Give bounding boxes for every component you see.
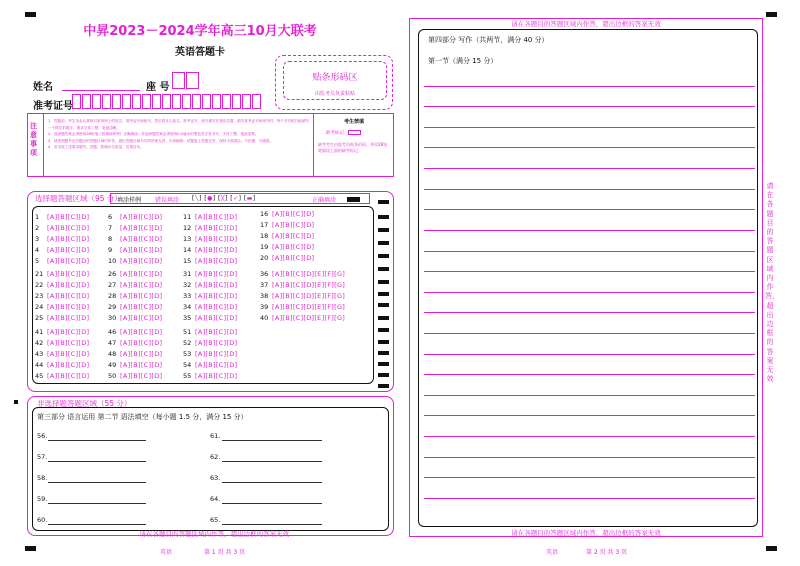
- writing-frame: [418, 29, 758, 527]
- mc-options[interactable]: [A][B][C][D]: [272, 232, 315, 240]
- mc-options[interactable]: [A][B][C][D]: [195, 270, 238, 278]
- mc-options[interactable]: [A][B][C][D][E][F][G]: [272, 303, 346, 311]
- fill-line[interactable]: [48, 482, 146, 483]
- mc-options[interactable]: [A][B][C][D]: [120, 303, 163, 311]
- mc-options[interactable]: [A][B][C][D]: [120, 235, 163, 243]
- mc-options[interactable]: [A][B][C][D]: [195, 235, 238, 243]
- fill-line[interactable]: [48, 461, 146, 462]
- mc-options[interactable]: [A][B][C][D]: [195, 350, 238, 358]
- page-subtitle: 英语答题卡: [175, 47, 225, 58]
- mc-options[interactable]: [A][B][C][D]: [47, 281, 90, 289]
- mc-options[interactable]: [A][B][C][D]: [120, 339, 163, 347]
- mc-options[interactable]: [A][B][C][D]: [120, 246, 163, 254]
- wrong-samples: [╲] [●] [╳] [✓] [▬]: [192, 195, 256, 202]
- mc-options[interactable]: [A][B][C][D]: [47, 224, 90, 232]
- absent-desc: 缺考考生由监考员贴条形码，并用2B铅笔填涂上面的缺考标记。: [318, 142, 388, 153]
- fill-line[interactable]: [222, 461, 322, 462]
- mc-options[interactable]: [A][B][C][D]: [47, 257, 90, 265]
- nonchoice-inner-frame: [32, 407, 389, 531]
- corner-mark-tr: [766, 12, 777, 17]
- fill-line[interactable]: [222, 440, 322, 441]
- mc-options[interactable]: [A][B][C][D]: [47, 372, 90, 380]
- mc-options[interactable]: [A][B][C][D]: [120, 224, 163, 232]
- mc-options[interactable]: [A][B][C][D]: [120, 372, 163, 380]
- exam-id-label: 准考证号: [33, 101, 73, 112]
- fill-num: 58.: [37, 474, 48, 482]
- right-label: 正确填涂: [312, 197, 337, 204]
- note-line-2: 2．选择题答案必须使用2B铅笔（按填涂样例）正确填涂；非选择题答案必须使用0.5毫米的黑色签字笔书写，字体工整、笔迹清楚。: [48, 132, 259, 137]
- mc-options[interactable]: [A][B][C][D]: [195, 339, 238, 347]
- mc-options[interactable]: [A][B][C][D]: [195, 303, 238, 311]
- footer-right-subject: 英语: [546, 549, 559, 556]
- notes-text: [48, 118, 310, 151]
- mc-options[interactable]: [A][B][C][D][E][F][G]: [272, 270, 346, 278]
- seat-boxes[interactable]: [172, 72, 200, 91]
- fill-line[interactable]: [222, 503, 322, 504]
- mc-options[interactable]: [A][B][C][D]: [195, 292, 238, 300]
- mc-options[interactable]: [A][B][C][D]: [272, 243, 315, 251]
- nonchoice-title: 非选择题答题区域（55 分）: [37, 399, 132, 408]
- mc-options[interactable]: [A][B][C][D]: [120, 328, 163, 336]
- fill-num: 56.: [37, 432, 48, 440]
- mc-options[interactable]: [A][B][C][D]: [195, 224, 238, 232]
- mc-options[interactable]: [A][B][C][D]: [47, 314, 90, 322]
- fill-num: 64.: [210, 495, 221, 503]
- corner-mark-tl: [25, 12, 36, 17]
- part3-title: 第三部分 语言运用 第二节 语法填空（每小题 1.5 分，满分 15 分）: [37, 413, 248, 421]
- mc-options[interactable]: [A][B][C][D]: [47, 246, 90, 254]
- fill-num: 59.: [37, 495, 48, 503]
- mc-options[interactable]: [A][B][C][D]: [272, 221, 315, 229]
- left-bottom-notice: 请在各题目的答题区域内作答，超出边框的答案无效: [139, 530, 289, 538]
- absent-title: 考生禁填: [343, 119, 364, 125]
- mc-options[interactable]: [A][B][C][D]: [120, 361, 163, 369]
- mc-options[interactable]: [A][B][C][D]: [47, 328, 90, 336]
- mc-options[interactable]: [A][B][C][D]: [47, 339, 90, 347]
- absent-mark-label: 缺考标记: [326, 131, 344, 136]
- right-sample: [347, 197, 360, 202]
- mc-options[interactable]: [A][B][C][D]: [120, 213, 163, 221]
- footer-right-page: 第 2 页 共 3 页: [586, 549, 628, 556]
- mc-options[interactable]: [A][B][C][D]: [120, 350, 163, 358]
- fill-line[interactable]: [48, 503, 146, 504]
- barcode-note: 由监考员负责粘贴: [314, 91, 355, 97]
- notes-label: 注意事项: [30, 122, 37, 157]
- mc-options[interactable]: [A][B][C][D]: [195, 281, 238, 289]
- section1-title: 第一节（满分 15 分）: [428, 57, 498, 65]
- mc-options[interactable]: [A][B][C][D]: [47, 235, 90, 243]
- mc-options[interactable]: [A][B][C][D]: [272, 254, 315, 262]
- note-line-4: 4．若未按上述要求填写、答题，影响评分质量，后果自负。: [48, 145, 144, 150]
- mc-options[interactable]: [A][B][C][D][E][F][G]: [272, 292, 346, 300]
- mc-options[interactable]: [A][B][C][D]: [47, 292, 90, 300]
- mc-options[interactable]: [A][B][C][D]: [195, 328, 238, 336]
- fill-num: 62.: [210, 453, 221, 461]
- mc-options[interactable]: [A][B][C][D]: [120, 314, 163, 322]
- mc-options[interactable]: [A][B][C][D]: [195, 257, 238, 265]
- right-side-notice: 请在各题目的答题区域内作答，超出边框的答案无效: [765, 182, 779, 384]
- mc-options[interactable]: [A][B][C][D]: [47, 350, 90, 358]
- name-label: 姓名: [33, 82, 53, 93]
- fill-num: 63.: [210, 474, 221, 482]
- mc-options[interactable]: [A][B][C][D]: [120, 257, 163, 265]
- right-top-notice: 请在各题目的答题区域内作答，超出边框的答案无效: [511, 20, 661, 28]
- sample-label: 填涂样例: [117, 197, 142, 204]
- fill-num: 60.: [37, 516, 48, 524]
- footer-left-subject: 英语: [160, 549, 173, 556]
- fill-line[interactable]: [48, 524, 146, 525]
- mc-options[interactable]: [A][B][C][D]: [47, 270, 90, 278]
- mc-options[interactable]: [A][B][C][D][E][F][G]: [272, 314, 346, 322]
- mc-options[interactable]: [A][B][C][D]: [47, 213, 90, 221]
- name-input-line[interactable]: [62, 90, 140, 91]
- mc-options[interactable]: [A][B][C][D]: [195, 361, 238, 369]
- choice-title: 选择题答题区域（95 分）: [35, 194, 122, 203]
- corner-mark-bl: [25, 546, 36, 551]
- mc-options[interactable]: [A][B][C][D]: [195, 314, 238, 322]
- right-bottom-notice: 请在各题目的答题区域内作答，超出边框的答案无效: [511, 529, 661, 537]
- note-line-3: 3．请按照题号在各题目的答题区域内作答，超出答题区域书写的答案无效；在草稿纸、试题卷上答题无效，保持卡面清洁，不折叠，不破损。: [48, 138, 274, 143]
- mc-options[interactable]: [A][B][C][D]: [47, 303, 90, 311]
- part4-title: 第四部分 写作（共两节，满分 40 分）: [428, 36, 549, 44]
- mc-options[interactable]: [A][B][C][D]: [195, 372, 238, 380]
- seat-label: 座 号: [146, 82, 170, 93]
- wrong-label: 错误填涂: [155, 197, 180, 204]
- barcode-title: 贴条形码区: [312, 73, 358, 83]
- mc-options[interactable]: [A][B][C][D]: [120, 270, 163, 278]
- fill-num: 65.: [210, 516, 221, 524]
- fill-num: 57.: [37, 453, 48, 461]
- exam-id-boxes[interactable]: [72, 94, 262, 113]
- mc-options[interactable]: [A][B][C][D][E][F][G]: [272, 281, 346, 289]
- mc-options[interactable]: [A][B][C][D]: [120, 292, 163, 300]
- mc-options[interactable]: [A][B][C][D]: [120, 281, 163, 289]
- mc-options[interactable]: [A][B][C][D]: [272, 210, 315, 218]
- mc-options[interactable]: [A][B][C][D]: [47, 361, 90, 369]
- mc-options[interactable]: [A][B][C][D]: [195, 213, 238, 221]
- mc-options[interactable]: [A][B][C][D]: [195, 246, 238, 254]
- page-title: 中昇2023－2024学年高三10月大联考: [83, 24, 317, 39]
- fill-line[interactable]: [222, 482, 322, 483]
- fill-num: 61.: [210, 432, 221, 440]
- fill-line[interactable]: [48, 440, 146, 441]
- note-line-1: 1．答题前，考生务必认真核对条形码上的姓名、准考证号和座号，然后将本人姓名、准考证号、座号填写在相应位置，填写准考证号和座号时，每个书写框只能填写一个阿拉伯数字，要求字体工整、笔迹清晰。: [48, 119, 310, 130]
- footer-left-page: 第 1 页 共 3 页: [204, 549, 246, 556]
- fill-line[interactable]: [222, 524, 322, 525]
- absent-mark-box[interactable]: [348, 130, 361, 135]
- corner-mark-br: [766, 546, 777, 551]
